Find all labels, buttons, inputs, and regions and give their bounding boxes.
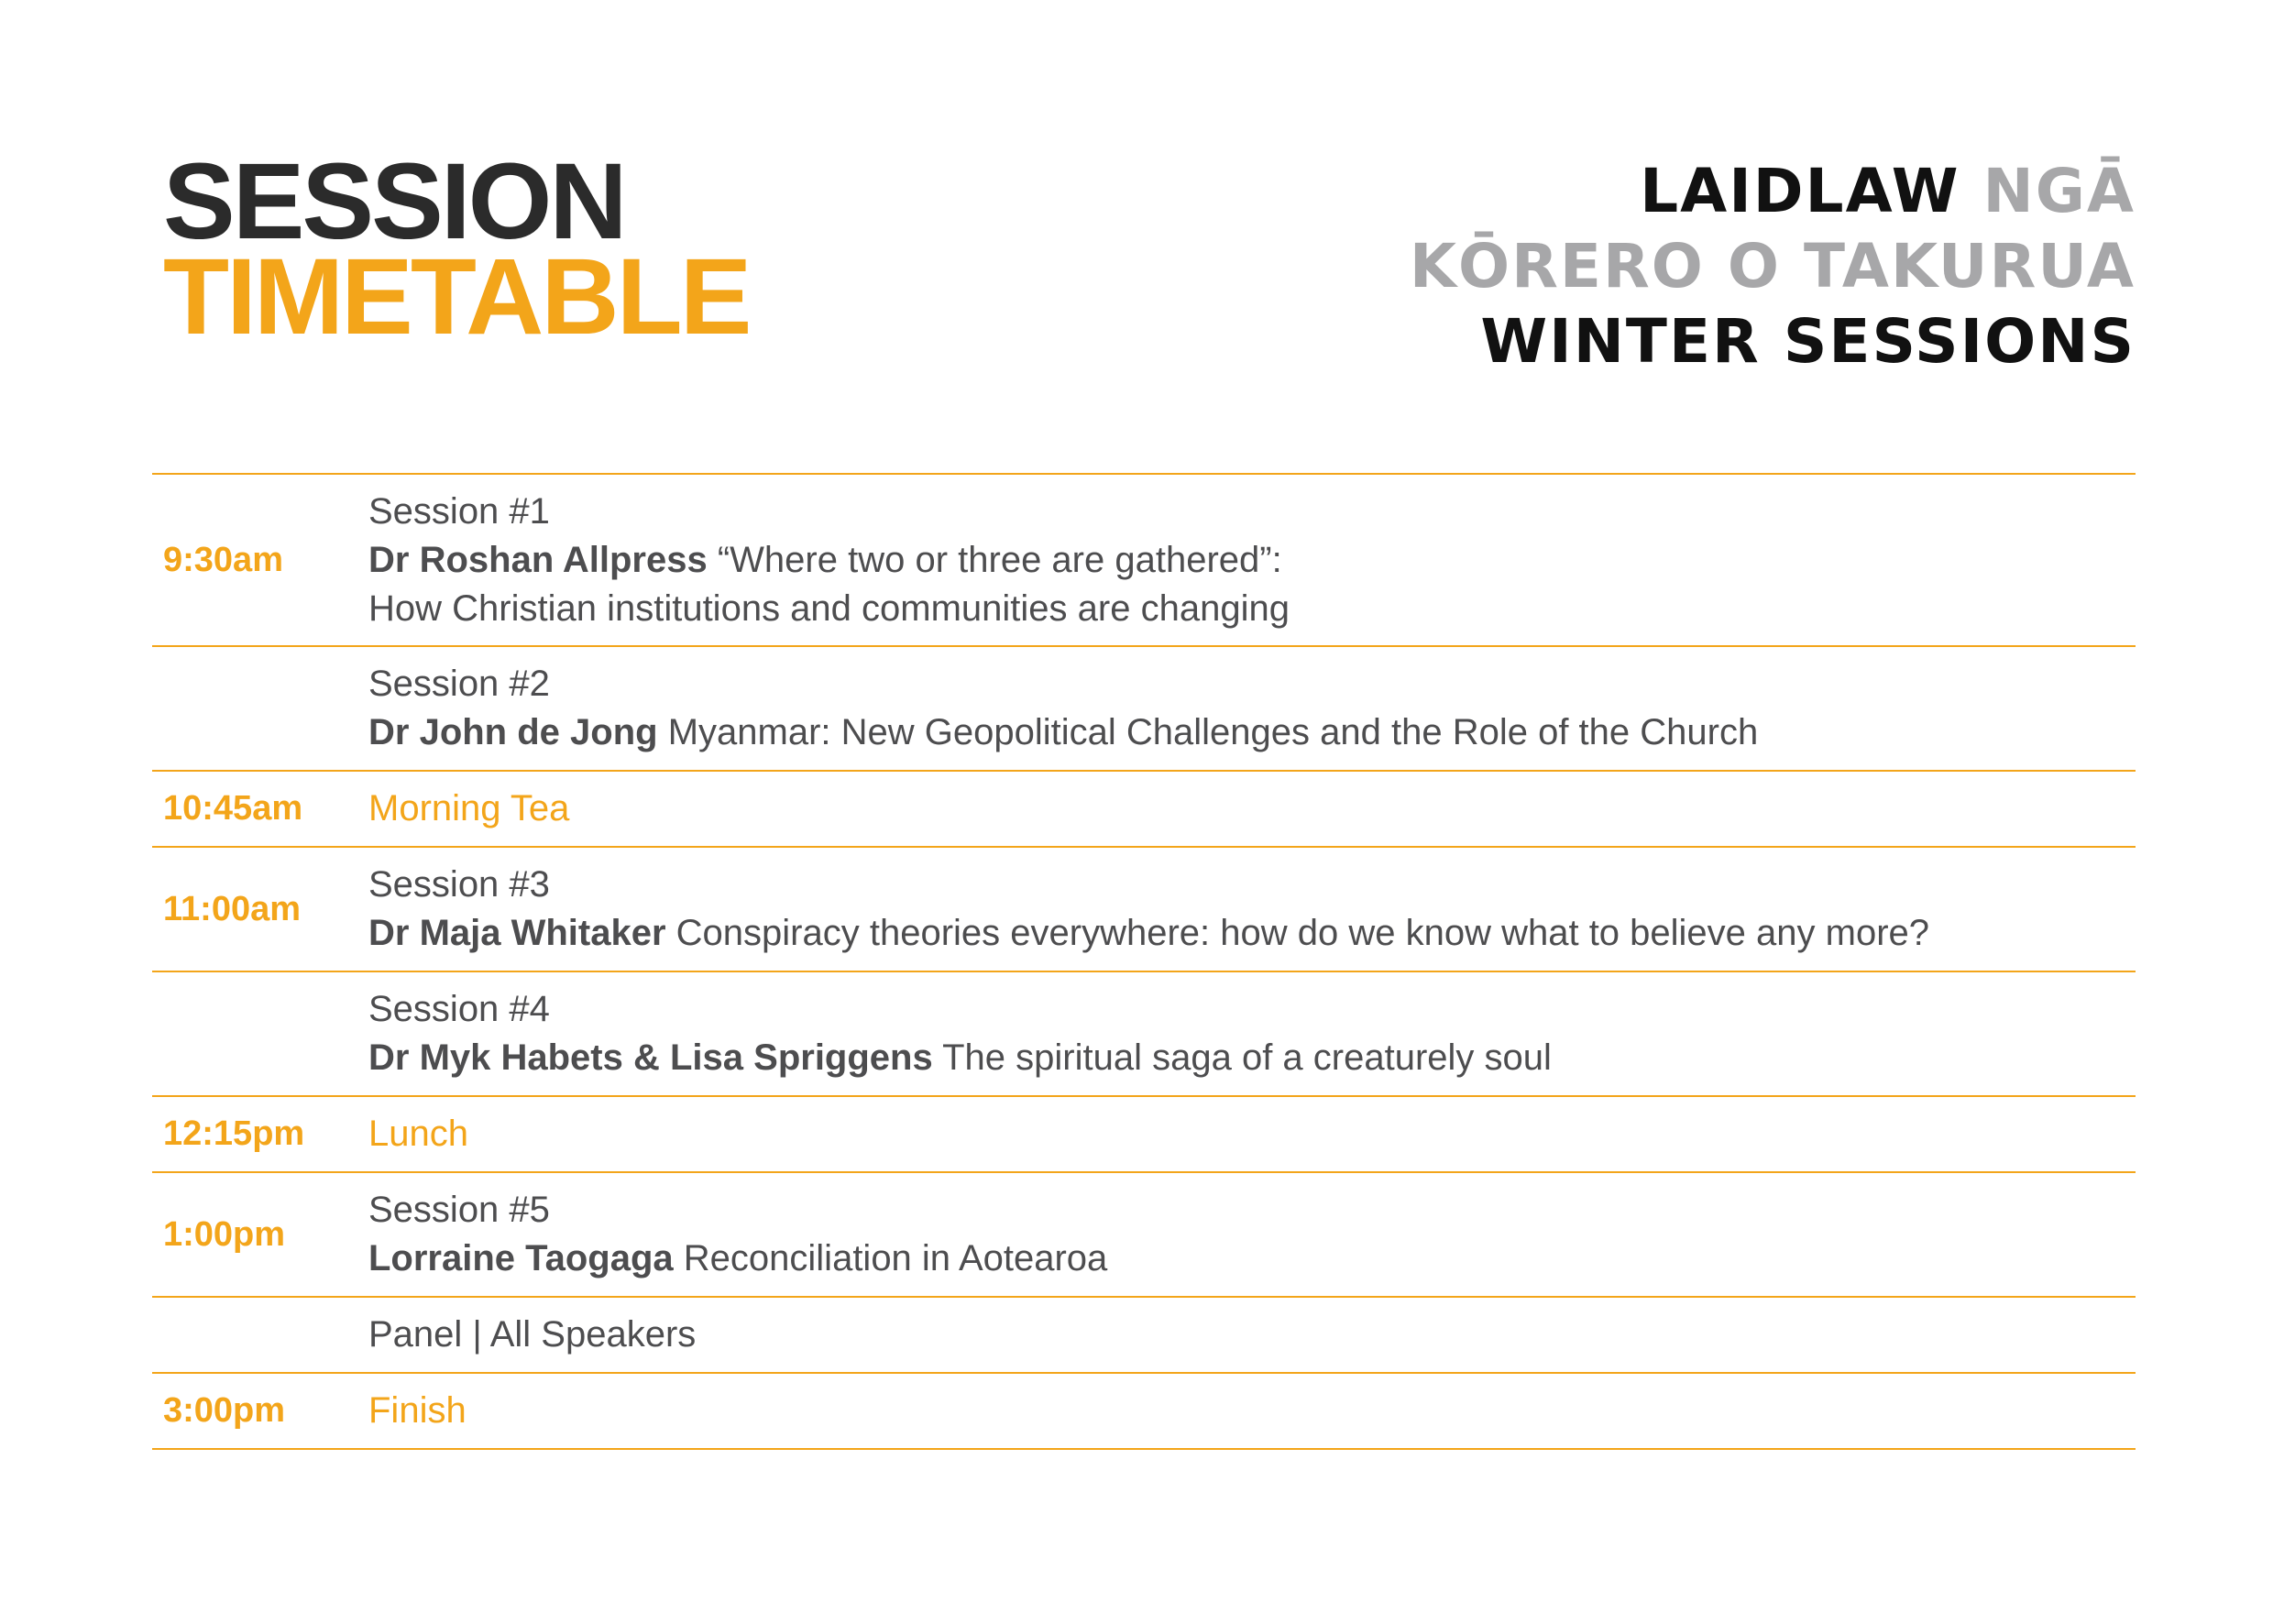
session-topic: The spiritual saga of a creaturely soul	[942, 1037, 1552, 1078]
session-time: 10:45am	[163, 789, 303, 828]
session-topic: Myanmar: New Geopolitical Challenges and the Role of the Church	[667, 712, 1759, 752]
session-content	[368, 985, 2136, 1082]
break-label: Morning Tea	[368, 788, 570, 828]
session-content	[368, 488, 2136, 633]
finish-label: Finish	[368, 1390, 467, 1431]
timetable-row	[152, 475, 2136, 647]
session-topic: Reconciliation in Aotearoa	[683, 1238, 1108, 1278]
timetable-row	[152, 1173, 2136, 1298]
timetable-row	[152, 772, 2136, 848]
timetable	[152, 473, 2136, 1450]
session-details	[368, 536, 2136, 585]
brand-line-1	[1410, 154, 2136, 229]
timetable-row	[152, 1374, 2136, 1450]
session-topic: Conspiracy theories everywhere: how do we know what to believe any more?	[675, 913, 1930, 953]
title-line-timetable: TIMETABLE	[163, 236, 750, 357]
brand-nga: NGĀ	[1982, 156, 2136, 226]
page-title	[163, 141, 750, 357]
session-details	[368, 1234, 2136, 1283]
speaker-name: Lorraine Taogaga	[368, 1238, 674, 1278]
session-number: Session #4	[368, 989, 550, 1029]
event-brand	[1410, 154, 2136, 379]
session-details	[368, 909, 2136, 958]
session-content	[368, 1186, 2136, 1283]
session-number: Session #2	[368, 664, 550, 704]
timetable-row	[152, 972, 2136, 1097]
brand-korero: KŌRERO O TAKURUA	[1409, 231, 2136, 302]
speaker-name: Dr Myk Habets & Lisa Spriggens	[368, 1037, 933, 1078]
session-time: 3:00pm	[163, 1391, 286, 1430]
speaker-name: Dr Roshan Allpress	[368, 539, 708, 580]
session-time: 11:00am	[163, 889, 302, 928]
timetable-row	[152, 1097, 2136, 1173]
title-line-session: SESSION	[163, 141, 625, 262]
session-number: Session #5	[368, 1190, 550, 1230]
session-time: 12:15pm	[163, 1114, 305, 1153]
timetable-row	[152, 848, 2136, 972]
session-topic: “Where two or three are gathered”:	[717, 539, 1282, 580]
session-number: Session #1	[368, 490, 550, 532]
session-details	[368, 1034, 2136, 1082]
session-topic-continued: How Christian institutions and communities are changing	[368, 587, 1290, 629]
session-time: 1:00pm	[163, 1214, 286, 1254]
timetable-row	[152, 647, 2136, 772]
session-number: Session #3	[368, 864, 550, 905]
break-label: Lunch	[368, 1114, 468, 1154]
session-content	[368, 660, 2136, 757]
session-content	[368, 861, 2136, 958]
speaker-name: Dr John de Jong	[368, 712, 658, 752]
brand-laidlaw: LAIDLAW	[1640, 156, 1960, 226]
brand-winter-sessions: WINTER SESSIONS	[1480, 306, 2136, 377]
speaker-name: Dr Maja Whitaker	[368, 913, 666, 953]
session-time: 9:30am	[163, 540, 283, 579]
session-details	[368, 708, 2136, 757]
timetable-row	[152, 1298, 2136, 1374]
panel-label: Panel | All Speakers	[368, 1314, 697, 1355]
